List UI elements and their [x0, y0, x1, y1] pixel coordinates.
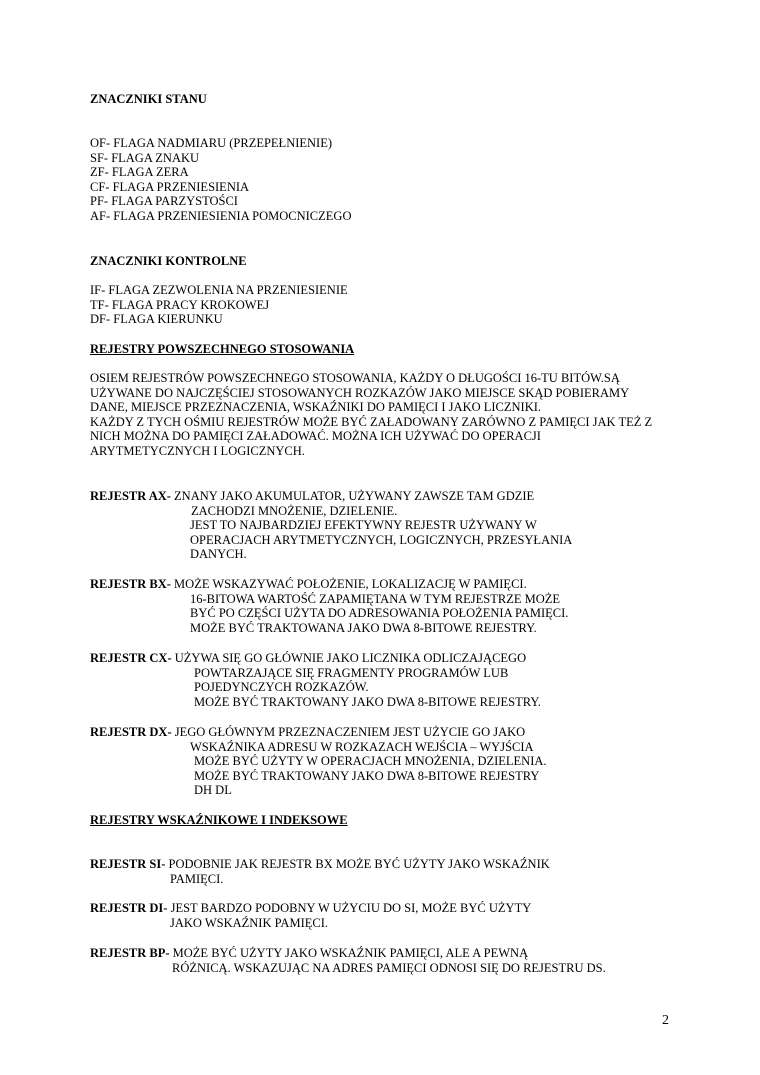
register-description: MOŻE BYĆ UŻYTY W OPERACJACH MNOŻENIA, DZIELENIA. — [194, 754, 547, 769]
status-flags-heading-block — [90, 92, 690, 107]
register-description: PODOBNIE JAK REJESTR BX MOŻE BYĆ UŻYTY JAKO WSKAŹNIK — [165, 857, 550, 871]
register-si — [90, 857, 690, 886]
register-label: REJESTR SI- — [90, 857, 166, 871]
control-flags-heading-block — [90, 254, 690, 269]
page-number: 2 — [662, 1013, 669, 1028]
register-description: JEGO GŁÓWNYM PRZEZNACZENIEM JEST UŻYCIE GO JAKO — [171, 725, 526, 739]
register-di — [90, 901, 690, 930]
control-flags-list — [90, 283, 690, 327]
register-description: ZACHODZI MNOŻENIE, DZIELENIE. — [191, 503, 398, 518]
register-label: REJESTR BX- — [90, 577, 171, 591]
status-flag-item: SF- FLAGA ZNAKU — [90, 150, 200, 165]
intro-line: NICH MOŻNA DO PAMIĘCI ZAŁADOWAĆ. MOŻNA ICH UŻYWAĆ DO OPERACJI — [90, 429, 541, 444]
register-ax — [90, 489, 690, 562]
register-description: JAKO WSKAŹNIK PAMIĘCI. — [170, 915, 328, 930]
register-description: PAMIĘCI. — [170, 871, 224, 886]
register-description: UŻYWA SIĘ GO GŁÓWNIE JAKO LICZNIKA ODLICZAJĄCEGO — [171, 651, 527, 665]
general-registers-heading: REJESTRY POWSZECHNEGO STOSOWANIA — [90, 342, 355, 356]
register-description: WSKAŹNIKA ADRESU W ROZKAZACH WEJŚCIA – WYJŚCIA — [190, 739, 534, 754]
register-description: OPERACJACH ARYTMETYCZNYCH, LOGICZNYCH, PRZESYŁANIA — [190, 532, 573, 547]
register-description: MOŻE BYĆ TRAKTOWANA JAKO DWA 8-BITOWE REJESTRY. — [190, 620, 537, 635]
register-description: 16-BITOWA WARTOŚĆ ZAPAMIĘTANA W TYM REJESTRZE MOŻE — [190, 591, 561, 606]
register-description: MOŻE BYĆ TRAKTOWANY JAKO DWA 8-BITOWE REJESTRY — [194, 768, 540, 783]
register-label: REJESTR BP- — [90, 946, 170, 960]
register-label: REJESTR AX- — [90, 489, 171, 503]
register-bp — [90, 946, 690, 975]
register-description: DANYCH. — [190, 547, 247, 562]
register-description: JEST BARDZO PODOBNY W UŻYCIU DO SI, MOŻE BYĆ UŻYTY — [167, 901, 532, 915]
control-flag-item: DF- FLAGA KIERUNKU — [90, 312, 223, 327]
register-description: MOŻE BYĆ TRAKTOWANY JAKO DWA 8-BITOWE REJESTRY. — [194, 694, 541, 709]
status-flags-heading: ZNACZNIKI STANU — [90, 92, 207, 106]
register-description: JEST TO NAJBARDZIEJ EFEKTYWNY REJESTR UŻYWANY W — [190, 518, 537, 533]
status-flag-item: AF- FLAGA PRZENIESIENIA POMOCNICZEGO — [90, 208, 352, 223]
intro-line: DANE, MIEJSCE PRZEZNACZENIA, WSKAŹNIKI DO PAMIĘCI I JAKO LICZNIKI. — [90, 400, 542, 415]
register-description: MOŻE WSKAZYWAĆ POŁOŻENIE, LOKALIZACJĘ W PAMIĘCI. — [170, 577, 527, 591]
intro-line: KAŻDY Z TYCH OŚMIU REJESTRÓW MOŻE BYĆ ZAŁADOWANY ZARÓWNO Z PAMIĘCI JAK TEŻ Z — [90, 414, 653, 429]
general-registers-heading-block — [90, 342, 690, 357]
general-registers-intro — [90, 371, 690, 459]
register-description: DH DL — [194, 783, 232, 798]
intro-line: ARYTMETYCZNYCH I LOGICZNYCH. — [90, 443, 305, 458]
status-flag-item: CF- FLAGA PRZENIESIENIA — [90, 179, 250, 194]
index-registers-heading: REJESTRY WSKAŹNIKOWE I INDEKSOWE — [90, 813, 348, 827]
control-flag-item: IF- FLAGA ZEZWOLENIA NA PRZENIESIENIE — [90, 283, 348, 297]
register-label: REJESTR DX- — [90, 725, 172, 739]
index-registers-heading-block — [90, 813, 690, 828]
status-flag-item: PF- FLAGA PARZYSTOŚCI — [90, 194, 238, 209]
control-flag-item: TF- FLAGA PRACY KROKOWEJ — [90, 297, 270, 312]
register-description: POJEDYNCZYCH ROZKAZÓW. — [194, 680, 369, 695]
status-flags-list — [90, 136, 690, 224]
register-dx — [90, 725, 690, 798]
register-description: BYĆ PO CZĘŚCI UŻYTA DO ADRESOWANIA POŁOŻENIA PAMIĘCI. — [190, 606, 569, 621]
register-label: REJESTR CX- — [90, 651, 172, 665]
register-cx — [90, 651, 690, 709]
intro-line: OSIEM REJESTRÓW POWSZECHNEGO STOSOWANIA, KAŻDY O DŁUGOŚCI 16-TU BITÓW.SĄ — [90, 371, 620, 385]
control-flags-heading: ZNACZNIKI KONTROLNE — [90, 254, 247, 268]
register-description: ZNANY JAKO AKUMULATOR, UŻYWANY ZAWSZE TAM GDZIE — [170, 489, 535, 503]
register-description: MOŻE BYĆ UŻYTY JAKO WSKAŹNIK PAMIĘCI, ALE A PEWNĄ — [169, 946, 529, 960]
register-label: REJESTR DI- — [90, 901, 168, 915]
intro-line: UŻYWANE DO NAJCZĘŚCIEJ STOSOWANYCH ROZKAZÓW JAKO MIEJSCE SKĄD POBIERAMY — [90, 385, 630, 400]
register-description: RÓŻNICĄ. WSKAZUJĄC NA ADRES PAMIĘCI ODNOSI SIĘ DO REJESTRU DS. — [172, 960, 606, 975]
status-flag-item: OF- FLAGA NADMIARU (PRZEPEŁNIENIE) — [90, 136, 333, 150]
status-flag-item: ZF- FLAGA ZERA — [90, 165, 189, 180]
register-description: POWTARZAJĄCE SIĘ FRAGMENTY PROGRAMÓW LUB — [194, 665, 509, 680]
register-bx — [90, 577, 690, 635]
